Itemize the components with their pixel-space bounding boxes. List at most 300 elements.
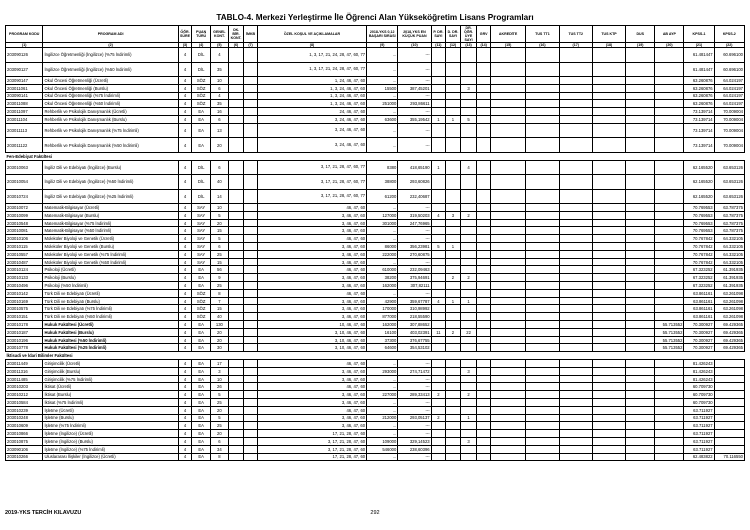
table-cell: 4	[178, 115, 192, 123]
table-cell: 14	[211, 189, 229, 204]
table-cell	[714, 430, 744, 438]
table-cell	[626, 266, 655, 274]
table-cell: 2	[460, 274, 477, 282]
table-cell	[655, 160, 684, 175]
table-cell: 4	[178, 406, 192, 414]
table-cell: 2	[446, 328, 461, 336]
table-cell: 60.696100	[714, 48, 744, 63]
program-name: İşletme (%75 İndirimli)	[43, 422, 178, 430]
table-cell: SAY	[192, 258, 211, 266]
table-cell: 4	[178, 48, 192, 63]
table-cell	[559, 250, 592, 258]
table-cell: 17, 21, 28, 47, 60	[257, 430, 366, 438]
table-cell	[460, 375, 477, 383]
table-cell	[244, 399, 258, 407]
table-cell: 218,55590	[398, 313, 431, 321]
column-number: (20)	[655, 43, 684, 48]
table-cell	[559, 383, 592, 391]
table-cell: 4	[211, 92, 229, 100]
table-cell: 69.429365	[714, 336, 744, 344]
table-cell: 67.323252	[684, 274, 714, 282]
table-cell: 63.711927	[684, 406, 714, 414]
column-header: KPSS-2	[714, 26, 744, 43]
table-cell: 4	[178, 336, 192, 344]
table-cell: 70.300927	[684, 336, 714, 344]
table-cell: 81.426243	[684, 375, 714, 383]
table-row	[6, 123, 745, 138]
table-cell	[526, 235, 559, 243]
table-cell	[431, 204, 446, 212]
table-cell	[477, 219, 491, 227]
table-cell: 61.391935	[714, 282, 744, 290]
table-cell: SAY	[192, 250, 211, 258]
table-cell	[526, 360, 559, 368]
table-cell	[490, 391, 525, 399]
table-cell	[626, 289, 655, 297]
table-cell: 4	[178, 62, 192, 77]
table-cell: 63.653126	[714, 160, 744, 175]
table-cell	[477, 328, 491, 336]
table-cell: 70.300927	[684, 328, 714, 336]
table-cell	[477, 235, 491, 243]
table-cell	[592, 360, 625, 368]
program-name: Girişimcilik (Burslu)	[43, 367, 178, 375]
header-row	[6, 26, 745, 43]
table-cell	[526, 313, 559, 321]
table-cell	[460, 313, 477, 321]
table-cell	[626, 123, 655, 138]
program-name: Türk Dili ve Edebiyatı (Ücretli)	[43, 289, 178, 297]
table-cell	[228, 406, 244, 414]
column-header: GENEL KONT.	[211, 26, 229, 43]
table-cell	[446, 321, 461, 329]
program-name: İngiliz Dili ve Edebiyatı (İngilizce) (Burslu)	[43, 160, 178, 175]
table-cell: 25	[211, 422, 229, 430]
table-cell: 73.139714	[684, 108, 714, 116]
table-cell	[714, 437, 744, 445]
table-row	[6, 422, 745, 430]
table-cell	[431, 219, 446, 227]
program-name: İngilizce Öğretmenliği (İngilizce) (%50 İndirimli)	[43, 62, 178, 77]
program-code: 203010133	[6, 274, 43, 282]
table-cell	[526, 367, 559, 375]
column-number: (8)	[257, 43, 366, 48]
table-cell: 8380	[367, 160, 398, 175]
table-cell	[490, 250, 525, 258]
column-number: (2)	[43, 43, 178, 48]
column-number: (12)	[446, 43, 461, 48]
table-cell	[244, 115, 258, 123]
table-cell: EA	[192, 399, 211, 407]
table-cell	[655, 108, 684, 116]
table-cell	[477, 227, 491, 235]
table-cell	[460, 344, 477, 352]
table-cell	[431, 84, 446, 92]
program-name: Hukuk Fakültesi (%25 İndirimli)	[43, 344, 178, 352]
table-cell	[446, 204, 461, 212]
table-cell: 3, 46, 47, 60	[257, 313, 366, 321]
table-cell: 61.481447	[684, 48, 714, 63]
table-cell	[431, 258, 446, 266]
program-name: Hukuk Fakültesi (Ücretli)	[43, 321, 178, 329]
table-cell	[228, 422, 244, 430]
table-cell	[655, 48, 684, 63]
table-cell: 62.483822	[684, 453, 714, 461]
column-number: (18)	[592, 43, 625, 48]
table-cell	[244, 437, 258, 445]
table-cell: EA	[192, 274, 211, 282]
program-name: Moleküler Biyoloji ve Genetik (Burslu)	[43, 243, 178, 251]
table-cell	[626, 422, 655, 430]
table-cell	[559, 367, 592, 375]
table-cell: 63.861161	[684, 297, 714, 305]
table-cell: 10	[211, 77, 229, 85]
table-cell: 69.429365	[714, 321, 744, 329]
table-cell: ---	[398, 360, 431, 368]
column-number: (4)	[192, 43, 211, 48]
table-cell	[477, 383, 491, 391]
table-row	[6, 115, 745, 123]
table-cell: 6	[211, 160, 229, 175]
table-cell: 4	[178, 328, 192, 336]
table-cell	[626, 305, 655, 313]
table-row	[6, 62, 745, 77]
table-cell: 60.709730	[684, 391, 714, 399]
table-cell	[559, 297, 592, 305]
table-cell	[626, 62, 655, 77]
table-cell	[490, 383, 525, 391]
table-cell	[559, 243, 592, 251]
table-cell	[446, 399, 461, 407]
table-cell: 55.713552	[655, 321, 684, 329]
column-header: D. DR. SAYI	[446, 26, 461, 43]
table-cell: 69.429365	[714, 328, 744, 336]
table-cell: DİL	[192, 160, 211, 175]
table-cell	[431, 437, 446, 445]
table-cell: 63.861161	[684, 289, 714, 297]
table-cell: ...	[367, 360, 398, 368]
table-cell	[446, 123, 461, 138]
table-cell	[559, 274, 592, 282]
table-cell	[626, 274, 655, 282]
column-header: 2018-YKS 0,12 BAŞARI SIRASI	[367, 26, 398, 43]
table-cell: SÖZ	[192, 77, 211, 85]
table-cell: 4	[178, 250, 192, 258]
table-cell	[626, 336, 655, 344]
table-cell: 63.787375	[714, 211, 744, 219]
table-cell: 3, 24, 46, 47, 60	[257, 138, 366, 153]
program-code: 203010063	[6, 160, 43, 175]
table-cell	[626, 250, 655, 258]
table-cell: 6	[211, 84, 229, 92]
table-cell: 222000	[367, 250, 398, 258]
table-cell	[592, 375, 625, 383]
table-cell	[431, 92, 446, 100]
table-cell: 4	[178, 344, 192, 352]
table-cell	[490, 344, 525, 352]
table-row	[6, 391, 745, 399]
table-cell: 3, 10, 46, 47, 60	[257, 344, 366, 352]
table-cell: 61.391935	[714, 274, 744, 282]
table-cell: 4	[178, 422, 192, 430]
table-cell: 293,05137	[398, 414, 431, 422]
table-cell	[559, 160, 592, 175]
table-cell	[626, 175, 655, 190]
table-cell	[477, 321, 491, 329]
table-cell	[446, 422, 461, 430]
table-row	[6, 266, 745, 274]
table-cell: 4	[178, 453, 192, 461]
table-cell	[490, 282, 525, 290]
table-cell	[592, 399, 625, 407]
table-cell	[228, 360, 244, 368]
table-cell	[490, 160, 525, 175]
table-cell	[655, 204, 684, 212]
table-cell	[477, 100, 491, 108]
table-cell: ---	[398, 123, 431, 138]
table-cell	[526, 282, 559, 290]
program-code: 203010557	[6, 250, 43, 258]
table-cell	[460, 289, 477, 297]
table-cell: EA	[192, 383, 211, 391]
table-cell: 355,19542	[398, 115, 431, 123]
table-cell	[431, 344, 446, 352]
table-cell: 4	[178, 108, 192, 116]
faculty-section-row	[6, 352, 745, 360]
table-cell	[592, 391, 625, 399]
table-cell	[526, 258, 559, 266]
column-header: TUS TT1	[526, 26, 559, 43]
table-cell	[592, 383, 625, 391]
table-cell	[526, 445, 559, 453]
column-number: (16)	[526, 43, 559, 48]
table-cell	[592, 258, 625, 266]
table-cell	[559, 48, 592, 63]
table-cell	[559, 219, 592, 227]
table-cell	[460, 282, 477, 290]
table-cell: 46, 47, 60	[257, 204, 366, 212]
table-cell	[655, 406, 684, 414]
table-cell	[244, 189, 258, 204]
table-cell: 60.709730	[684, 383, 714, 391]
program-name: Rehberlik ve Psikolojik Danışmanlık (Ücretli)	[43, 108, 178, 116]
table-cell	[477, 115, 491, 123]
table-cell	[228, 383, 244, 391]
table-cell	[559, 328, 592, 336]
table-cell: ...	[367, 235, 398, 243]
program-code: 203011316	[6, 367, 43, 375]
table-cell: 63.861161	[684, 305, 714, 313]
column-number: (6)	[228, 43, 244, 48]
table-cell: 1	[446, 297, 461, 305]
table-cell: 70.009004	[714, 108, 744, 116]
table-cell: 3	[460, 84, 477, 92]
table-cell: 3, 17, 21, 28, 47, 60, 77	[257, 175, 366, 190]
table-cell	[526, 437, 559, 445]
table-row	[6, 243, 745, 251]
table-cell	[244, 48, 258, 63]
table-cell	[655, 274, 684, 282]
table-cell	[244, 84, 258, 92]
table-cell: 17, 21, 28, 47, 60	[257, 453, 366, 461]
program-name: Okul Öncesi Öğretmenliği (Burslu)	[43, 84, 178, 92]
table-cell: 1, 3, 24, 46, 47, 60	[257, 84, 366, 92]
table-cell	[526, 204, 559, 212]
table-cell	[559, 375, 592, 383]
table-cell	[460, 189, 477, 204]
table-cell	[460, 62, 477, 77]
table-cell	[592, 227, 625, 235]
footer-guide-title: 2019-YKS TERCİH KILAVUZU	[5, 510, 82, 516]
table-cell: ---	[398, 204, 431, 212]
table-cell: 356,23981	[398, 243, 431, 251]
table-row	[6, 258, 745, 266]
program-name: İktisat (Ücretli)	[43, 383, 178, 391]
table-cell	[592, 437, 625, 445]
table-cell	[244, 430, 258, 438]
table-cell: 63.260876	[684, 92, 714, 100]
table-cell	[431, 108, 446, 116]
table-cell: 4	[178, 211, 192, 219]
program-code: 203011122	[6, 138, 43, 153]
table-cell	[490, 422, 525, 430]
table-cell: 70.769553	[684, 211, 714, 219]
program-code: 203011097	[6, 108, 43, 116]
table-cell	[526, 414, 559, 422]
table-cell	[431, 282, 446, 290]
table-cell	[490, 108, 525, 116]
table-cell	[431, 62, 446, 77]
table-cell	[490, 258, 525, 266]
table-cell: 4	[178, 274, 192, 282]
table-cell	[477, 360, 491, 368]
table-cell	[626, 77, 655, 85]
table-row	[6, 399, 745, 407]
table-cell: 3, 46, 47, 60	[257, 297, 366, 305]
program-name: İngiliz Dili ve Edebiyatı (İngilizce) (%50 İndirimli)	[43, 175, 178, 190]
table-cell	[592, 189, 625, 204]
table-cell: 61.391935	[714, 266, 744, 274]
table-cell: 64.332105	[714, 258, 744, 266]
table-cell: EA	[192, 406, 211, 414]
table-cell	[228, 160, 244, 175]
column-header: 2018-YKS EN KÜÇÜK PUAN	[398, 26, 431, 43]
table-cell	[431, 422, 446, 430]
table-cell	[526, 84, 559, 92]
table-cell	[490, 266, 525, 274]
table-cell	[490, 115, 525, 123]
table-cell: 4	[178, 360, 192, 368]
table-cell	[559, 344, 592, 352]
table-cell	[526, 92, 559, 100]
table-cell	[626, 406, 655, 414]
table-cell: 4	[178, 227, 192, 235]
table-cell: ---	[398, 138, 431, 153]
column-number: (9)	[367, 43, 398, 48]
table-row	[6, 189, 745, 204]
table-cell	[446, 375, 461, 383]
table-cell: 15	[211, 305, 229, 313]
table-cell	[244, 100, 258, 108]
table-cell	[228, 204, 244, 212]
table-cell: 127000	[367, 211, 398, 219]
table-cell: 4	[178, 84, 192, 92]
table-cell: 403,02391	[398, 328, 431, 336]
table-cell: 3	[446, 211, 461, 219]
table-cell: 64600	[367, 344, 398, 352]
table-cell	[526, 391, 559, 399]
table-cell	[490, 243, 525, 251]
table-cell: 64.024197	[714, 84, 744, 92]
table-cell	[592, 414, 625, 422]
table-cell	[228, 258, 244, 266]
column-number: (11)	[431, 43, 446, 48]
table-cell: 3, 46, 47, 60	[257, 219, 366, 227]
table-cell	[477, 266, 491, 274]
table-cell	[431, 399, 446, 407]
table-cell	[477, 204, 491, 212]
table-cell: 63.711927	[684, 445, 714, 453]
table-cell	[477, 391, 491, 399]
column-header: OK. BİR. KONT.	[228, 26, 244, 43]
column-number: (22)	[714, 43, 744, 48]
table-cell	[626, 204, 655, 212]
program-code: 203010778	[6, 344, 43, 352]
table-cell	[592, 138, 625, 153]
table-cell: 4	[178, 138, 192, 153]
program-name: Moleküler Biyoloji ve Genetik (%75 İndirimli)	[43, 250, 178, 258]
program-code: 203010142	[6, 289, 43, 297]
program-name: Türk Dili ve Edebiyatı (%75 İndirimli)	[43, 305, 178, 313]
program-code: 203010081	[6, 227, 43, 235]
table-cell	[431, 227, 446, 235]
table-cell	[228, 250, 244, 258]
program-code: 203011088	[6, 100, 43, 108]
table-cell: ---	[398, 383, 431, 391]
table-row	[6, 321, 745, 329]
table-cell: 238,60396	[398, 445, 431, 453]
program-code: 203011485	[6, 375, 43, 383]
table-cell	[431, 321, 446, 329]
table-cell	[446, 406, 461, 414]
program-code: 203010151	[6, 313, 43, 321]
column-header: PROGRAM ADI	[43, 26, 178, 43]
table-cell	[490, 297, 525, 305]
table-cell	[526, 227, 559, 235]
table-cell	[592, 422, 625, 430]
page-title: TABLO-4. Merkezi Yerleştirme İle Öğrenci Alan Yükseköğretim Lisans Programları	[216, 13, 534, 22]
table-cell: ...	[367, 453, 398, 461]
table-cell: 56	[211, 266, 229, 274]
table-cell: 70.767842	[684, 235, 714, 243]
table-cell	[228, 175, 244, 190]
table-cell: 73.139714	[684, 138, 714, 153]
table-cell: ...	[367, 227, 398, 235]
table-cell	[626, 243, 655, 251]
table-cell	[559, 453, 592, 461]
program-code: 203010487	[6, 258, 43, 266]
table-cell: ...	[367, 406, 398, 414]
table-row	[6, 328, 745, 336]
table-cell: 64.024197	[714, 92, 744, 100]
table-cell: 2	[460, 391, 477, 399]
program-code: 203010575	[6, 305, 43, 313]
table-cell	[559, 211, 592, 219]
table-cell	[490, 189, 525, 204]
table-cell: ---	[398, 62, 431, 77]
table-cell	[592, 367, 625, 375]
table-cell: ...	[367, 289, 398, 297]
